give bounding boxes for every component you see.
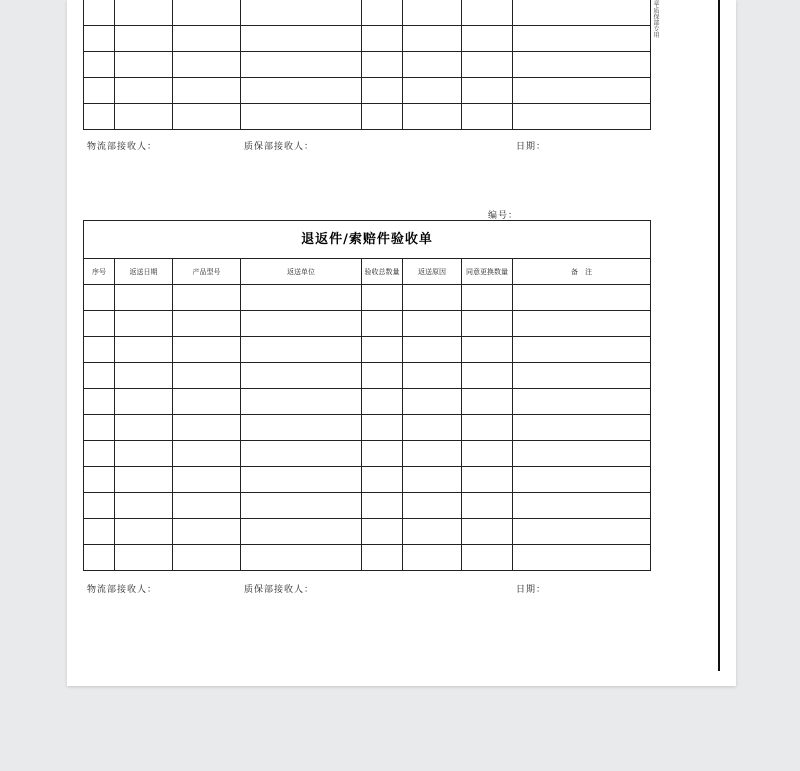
table-row [84,545,651,571]
table-cell[interactable] [84,26,115,52]
table-cell[interactable] [403,415,462,441]
table-cell[interactable] [403,26,462,52]
table-cell[interactable] [513,0,651,26]
table-cell[interactable] [462,415,513,441]
table-cell[interactable] [403,363,462,389]
table-cell[interactable] [403,519,462,545]
table-cell[interactable] [173,26,241,52]
table-cell[interactable] [173,545,241,571]
table-cell[interactable] [173,104,241,130]
side-note: 章·质保部专用 [652,0,659,38]
table-cell[interactable] [362,78,403,104]
table-cell[interactable] [462,363,513,389]
table-row [84,337,651,363]
table-cell[interactable] [173,467,241,493]
table-cell[interactable] [115,441,173,467]
table-cell[interactable] [462,26,513,52]
table-cell[interactable] [115,78,173,104]
table-cell[interactable] [403,441,462,467]
header-row [84,259,651,285]
table-cell[interactable] [462,285,513,311]
acceptance-form-table [83,220,651,571]
table-row [84,0,651,26]
table-cell[interactable] [462,0,513,26]
column-header: 返送日期 [115,259,173,285]
table-row [84,519,651,545]
table-cell[interactable] [241,519,362,545]
column-header: 返送单位 [241,259,362,285]
table-cell[interactable] [513,467,651,493]
table-cell[interactable] [241,467,362,493]
table-cell[interactable] [173,337,241,363]
table-cell[interactable] [84,389,115,415]
table-cell[interactable] [173,363,241,389]
table-cell[interactable] [173,0,241,26]
table-cell[interactable] [462,104,513,130]
table-cell[interactable] [362,441,403,467]
table-cell[interactable] [362,519,403,545]
table-row [84,52,651,78]
table-cell[interactable] [462,545,513,571]
table-cell[interactable] [462,311,513,337]
table-cell[interactable] [84,519,115,545]
table-cell[interactable] [362,415,403,441]
column-header: 产品型号 [173,259,241,285]
table-cell[interactable] [173,311,241,337]
top-table [83,0,651,130]
table-cell[interactable] [173,519,241,545]
column-header: 备 注 [513,259,651,285]
form-title: 退返件/索赔件验收单 [84,221,651,259]
table-cell[interactable] [115,26,173,52]
table-cell[interactable] [462,52,513,78]
table-cell[interactable] [84,52,115,78]
table-row [84,104,651,130]
table-cell[interactable] [403,104,462,130]
table-cell[interactable] [241,493,362,519]
table-cell[interactable] [241,285,362,311]
table-cell[interactable] [115,363,173,389]
table-cell[interactable] [513,545,651,571]
table-cell[interactable] [403,52,462,78]
table-cell[interactable] [241,363,362,389]
table-cell[interactable] [513,52,651,78]
table-row [84,493,651,519]
table-cell[interactable] [173,52,241,78]
table-cell[interactable] [362,311,403,337]
table-cell[interactable] [84,363,115,389]
table-cell[interactable] [403,467,462,493]
table-cell[interactable] [462,441,513,467]
column-header: 同意更换数量 [462,259,513,285]
table-cell[interactable] [362,104,403,130]
table-cell[interactable] [513,389,651,415]
logistics-receiver-label: 物流部接收人： [87,142,158,152]
table-row [84,285,651,311]
table-cell[interactable] [84,311,115,337]
table-cell[interactable] [173,78,241,104]
date-label: 日期： [516,142,547,152]
table-cell[interactable] [403,311,462,337]
table-cell[interactable] [173,285,241,311]
table-cell[interactable] [84,545,115,571]
qa-receiver-label: 质保部接收人： [244,585,315,595]
table-cell[interactable] [115,285,173,311]
table-cell[interactable] [241,78,362,104]
table-cell[interactable] [84,415,115,441]
table-cell[interactable] [513,285,651,311]
table-cell[interactable] [403,0,462,26]
table-cell[interactable] [403,493,462,519]
table-row [84,363,651,389]
table-cell[interactable] [115,519,173,545]
table-cell[interactable] [115,493,173,519]
table-cell[interactable] [241,104,362,130]
table-cell[interactable] [241,0,362,26]
table-cell[interactable] [513,311,651,337]
table-cell[interactable] [513,78,651,104]
table-cell[interactable] [362,337,403,363]
table-row [84,26,651,52]
date-label: 日期： [516,585,547,595]
table-cell[interactable] [115,52,173,78]
table-cell[interactable] [513,493,651,519]
table-cell[interactable] [513,26,651,52]
table-cell[interactable] [403,78,462,104]
table-cell[interactable] [462,467,513,493]
table-cell[interactable] [362,545,403,571]
table-cell[interactable] [403,337,462,363]
table-cell[interactable] [115,311,173,337]
table-cell[interactable] [241,337,362,363]
table-cell[interactable] [241,415,362,441]
table-cell[interactable] [173,389,241,415]
table-cell[interactable] [513,441,651,467]
table-cell[interactable] [362,363,403,389]
table-cell[interactable] [513,337,651,363]
table-row [84,389,651,415]
table-cell[interactable] [362,389,403,415]
table-cell[interactable] [115,415,173,441]
table-row [84,311,651,337]
table-cell[interactable] [362,285,403,311]
table-cell[interactable] [84,104,115,130]
table-cell[interactable] [241,389,362,415]
column-header: 序号 [84,259,115,285]
table-cell[interactable] [115,545,173,571]
table-cell[interactable] [115,389,173,415]
table-cell[interactable] [362,0,403,26]
table-cell[interactable] [115,0,173,26]
page-border-line [718,0,720,671]
table-cell[interactable] [241,52,362,78]
table-cell[interactable] [115,104,173,130]
table-cell[interactable] [403,285,462,311]
logistics-receiver-label: 物流部接收人： [87,585,158,595]
table-cell[interactable] [362,52,403,78]
table-cell[interactable] [84,441,115,467]
table-cell[interactable] [462,337,513,363]
table-cell[interactable] [84,78,115,104]
table-cell[interactable] [173,441,241,467]
table-cell[interactable] [173,415,241,441]
serial-number-label: 编号： [488,211,519,221]
table-cell[interactable] [84,285,115,311]
table-cell[interactable] [241,26,362,52]
table-cell[interactable] [403,389,462,415]
table-cell[interactable] [362,26,403,52]
table-row [84,467,651,493]
table-row [84,78,651,104]
table-cell[interactable] [241,311,362,337]
table-cell[interactable] [362,493,403,519]
table-cell[interactable] [241,545,362,571]
table-cell[interactable] [84,467,115,493]
table-cell[interactable] [513,104,651,130]
table-row [84,441,651,467]
table-cell[interactable] [362,467,403,493]
table-cell[interactable] [462,389,513,415]
table-cell[interactable] [462,78,513,104]
column-header: 验收总数量 [362,259,403,285]
column-header: 返送原因 [403,259,462,285]
table-cell[interactable] [513,519,651,545]
table-cell[interactable] [173,493,241,519]
table-row [84,415,651,441]
table-cell[interactable] [462,493,513,519]
qa-receiver-label: 质保部接收人： [244,142,315,152]
table-cell[interactable] [513,363,651,389]
table-cell[interactable] [462,519,513,545]
table-cell[interactable] [84,493,115,519]
table-cell[interactable] [115,337,173,363]
table-cell[interactable] [84,337,115,363]
table-cell[interactable] [403,545,462,571]
table-cell[interactable] [241,441,362,467]
table-cell[interactable] [115,467,173,493]
table-cell[interactable] [84,0,115,26]
table-cell[interactable] [513,415,651,441]
